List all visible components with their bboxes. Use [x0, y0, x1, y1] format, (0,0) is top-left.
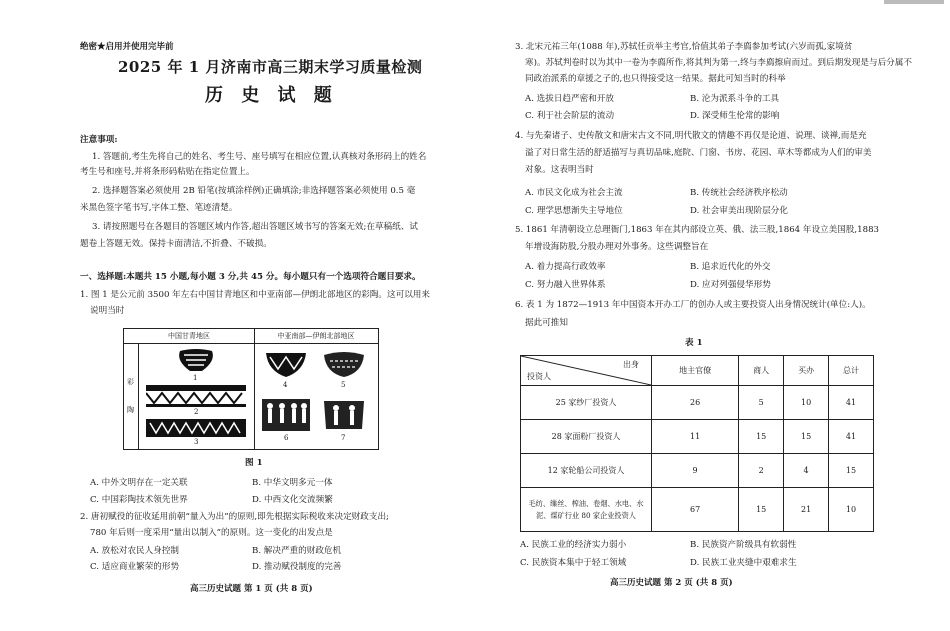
table-cell: 9 — [652, 454, 739, 488]
table-row-label-line: 泥、煤矿行业 80 家企业投资人 — [536, 510, 636, 520]
q1-option-a: A. 中外文明存在一定关联 — [90, 478, 188, 488]
question-3-line: 3. 北宋元祐三年(1088 年),苏轼任贡举主考官,恰值其弟子李廌参加考试(六岁而孤,家境贫 — [515, 42, 853, 52]
table-cell: 15 — [829, 454, 874, 488]
question-4-line: 对象。这表明当时 — [525, 165, 594, 175]
table-row — [521, 420, 874, 454]
table-cell: 67 — [652, 488, 739, 532]
figure-header-gansu: 中国甘青地区 — [124, 329, 255, 344]
q4-option-d: D. 社会审美出现阶层分化 — [690, 206, 788, 216]
notice-line: 3. 请按照题号在各题目的答题区域内作答,超出答题区域书写的答案无效;在草稿纸、试 — [92, 222, 418, 232]
table-cell: 21 — [784, 488, 829, 532]
exam-title: 2025 年 1 月济南市高三期末学习质量检测 — [118, 58, 423, 76]
q5-option-b: B. 追求近代化的外交 — [690, 262, 771, 272]
notice-title: 注意事项: — [80, 135, 118, 145]
question-1-line: 说明当时 — [90, 306, 125, 316]
question-5-line: 年增设海防股,分股办理对外事务。这些调整旨在 — [525, 242, 709, 252]
notice-line: 考生号和座号,并将条形码粘贴在指定位置上。 — [80, 167, 255, 177]
question-3-line: 寒)。苏轼判卷时以为其中一卷为李廌所作,将其判为第一,终与李廌擦肩而过。到后期发现是与后分属不 — [525, 58, 912, 68]
question-2-line: 780 年后则一度采用“量出以制入”的原则。这一变化的出发点是 — [90, 528, 333, 538]
table-cell: 26 — [652, 386, 739, 420]
q2-option-b: B. 解决严重的财政危机 — [252, 546, 342, 556]
table-cell: 11 — [652, 420, 739, 454]
question-5-line: 5. 1861 年清朝设立总理衙门,1863 年在其内部设立英、俄、法三股,1864 年设立美国股,1883 — [515, 225, 880, 235]
q5-option-c: C. 努力融入世界体系 — [525, 280, 606, 290]
q3-option-d: D. 深受师生伦常的影响 — [690, 111, 780, 121]
table-corner-bottom: 投资人 — [527, 372, 551, 381]
q4-option-a: A. 市民文化成为社会主流 — [525, 188, 623, 198]
page-footer-2: 高三历史试题 第 2 页 (共 8 页) — [610, 578, 733, 588]
q2-option-d: D. 推动赋役制度的完善 — [252, 562, 342, 572]
table-row-label: 12 家轮船公司投资人 — [521, 454, 652, 488]
table-header: 商人 — [739, 356, 784, 386]
page-footer-1: 高三历史试题 第 1 页 (共 8 页) — [190, 584, 313, 594]
table-corner-cell — [521, 356, 652, 386]
side-char: 彩 — [127, 378, 134, 386]
pottery-number: 3 — [194, 438, 199, 446]
notice-line: 2. 选择题答案必须使用 2B 铅笔(按填涂样例)正确填涂;非选择题答案必须使用 0.5 毫 — [92, 186, 416, 196]
question-1-line: 1. 图 1 是公元前 3500 年左右中国甘青地区和中亚南部—伊朗北部地区的彩陶。这可以用来 — [80, 290, 430, 300]
table-row-label — [521, 488, 652, 532]
table-cell: 5 — [739, 386, 784, 420]
question-4-line: 4. 与先秦诸子、史传散文和唐宋古文不同,明代散文的情趣不再仅是论道、说理、谈禅,而是充 — [515, 131, 867, 141]
pottery-number: 4 — [283, 381, 288, 389]
table-row — [521, 488, 874, 532]
table-header: 地主官僚 — [652, 356, 739, 386]
table-cell: 10 — [784, 386, 829, 420]
table-cell: 4 — [784, 454, 829, 488]
table-caption: 表 1 — [685, 338, 703, 348]
q6-option-c: C. 民族资本集中于轻工领域 — [520, 558, 627, 568]
table-row-label-line: 毛纺、缫丝、榨油、卷烟、水电、水 — [528, 498, 644, 508]
pottery-number: 7 — [341, 434, 346, 442]
table-row-label: 25 家纱厂投资人 — [521, 386, 652, 420]
question-6-line: 6. 表 1 为 1872—1913 年中国资本开办工厂的创办人或主要投资人出身情况统计(单位:人)。 — [515, 300, 871, 310]
q5-option-d: D. 应对列强侵华形势 — [690, 280, 771, 290]
table-cell: 15 — [739, 488, 784, 532]
subject-title: 历 史 试 题 — [205, 85, 338, 106]
question-6-line: 据此可推知 — [525, 318, 568, 328]
secret-label: 绝密★启用并使用完毕前 — [80, 42, 174, 52]
q1-option-c: C. 中国彩陶技术领先世界 — [90, 495, 188, 505]
table-cell: 41 — [829, 420, 874, 454]
q4-option-b: B. 传统社会经济秩序松动 — [690, 188, 788, 198]
question-4-line: 溢了对日常生活的舒适描写与真切品味,庭院、门窗、书房、花园、草木等都成为人们的审美 — [525, 148, 872, 158]
q1-option-d: D. 中西文化交流频繁 — [252, 495, 333, 505]
q1-option-b: B. 中华文明多元一体 — [252, 478, 333, 488]
pottery-number: 6 — [284, 434, 289, 442]
notice-line: 题卷上答题无效。保持卡面清洁,不折叠、不破损。 — [80, 239, 272, 249]
q3-option-b: B. 沦为派系斗争的工具 — [690, 94, 780, 104]
question-3-line: 同政治派系的章援之子的,也只得接受这一结果。据此可知当时的科举 — [525, 74, 786, 84]
table-row — [521, 386, 874, 420]
pottery-number: 5 — [341, 381, 346, 389]
side-char: 陶 — [127, 406, 134, 414]
pottery-number: 1 — [193, 374, 198, 382]
table-cell: 41 — [829, 386, 874, 420]
q4-option-c: C. 理学思想渐失主导地位 — [525, 206, 623, 216]
q6-option-d: D. 民族工业夹缝中艰难求生 — [690, 558, 797, 568]
table-cell: 15 — [739, 420, 784, 454]
pottery-number: 2 — [194, 408, 199, 416]
table-row — [521, 454, 874, 488]
q3-option-a: A. 选拔日趋严密和开放 — [525, 94, 615, 104]
table-header: 买办 — [784, 356, 829, 386]
question-2-line: 2. 唐初赋役的征收延用前朝“量入为出”的原则,即先根据实际税收来决定财政支出; — [80, 512, 389, 522]
q6-option-b: B. 民族资产阶级具有软弱性 — [690, 540, 797, 550]
table-row-label: 28 家面粉厂投资人 — [521, 420, 652, 454]
section-heading: 一、选择题:本题共 15 小题,每小题 3 分,共 45 分。每小题只有一个选项符合题目要求。 — [80, 272, 421, 282]
table-corner-top: 出身 — [623, 360, 639, 369]
table-cell: 2 — [739, 454, 784, 488]
q6-option-a: A. 民族工业的经济实力弱小 — [520, 540, 627, 550]
q3-option-c: C. 利于社会阶层的流动 — [525, 111, 615, 121]
figure-header-central-asia: 中亚南部—伊朗北部地区 — [254, 329, 378, 344]
notice-line: 米黑色签字笔书写,字体工整、笔迹清楚。 — [80, 203, 238, 213]
table-header: 总计 — [829, 356, 874, 386]
q2-option-a: A. 放松对农民人身控制 — [90, 546, 180, 556]
table-cell: 10 — [829, 488, 874, 532]
q5-option-a: A. 着力提高行政效率 — [525, 262, 606, 272]
notice-line: 1. 答题前,考生先将自己的姓名、考生号、座号填写在相应位置,认真核对条形码上的姓名 — [92, 152, 427, 162]
table-1-investors — [520, 355, 874, 532]
figure-caption: 图 1 — [245, 458, 263, 468]
table-cell: 15 — [784, 420, 829, 454]
q2-option-c: C. 适应商业繁荣的形势 — [90, 562, 180, 572]
